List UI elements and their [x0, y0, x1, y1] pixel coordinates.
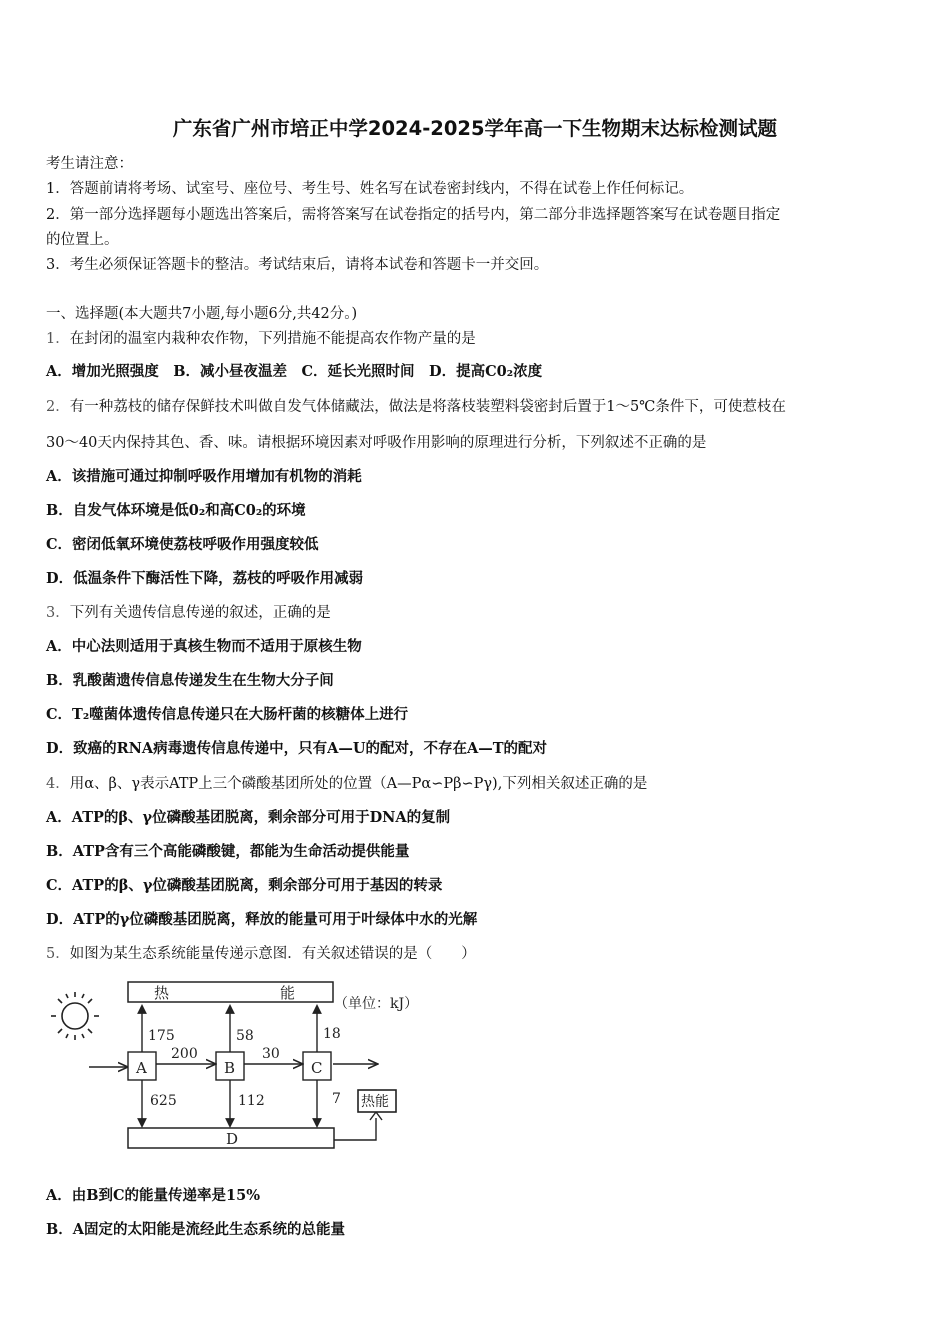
question-3	[46, 601, 331, 622]
node-b-label: B	[224, 1059, 236, 1077]
unit-label: （单位：kJ）	[334, 996, 419, 1012]
option-c: C．T₂噬菌体遗传信息传递只在大肠杆菌的核糖体上进行	[46, 706, 409, 723]
question-1-options: A．增加光照强度 B．减小昼夜温差 C．延长光照时间 D．提高C0₂浓度	[46, 363, 543, 380]
question-stem: 下列有关遗传信息传递的叙述，正确的是	[69, 605, 331, 621]
question-number: 3．	[46, 605, 70, 621]
question-1	[46, 327, 476, 348]
section-heading: 一、选择题(本大题共7小题,每小题6分,共42分。)	[46, 306, 358, 322]
node-d-label: D	[226, 1130, 239, 1148]
option-a: A．该措施可通过抑制呼吸作用增加有机物的消耗	[46, 468, 362, 485]
option-d: D．致癌的RNA病毒遗传信息传递中，只有A—U的配对，不存在A—T的配对	[46, 740, 548, 757]
option-c: C．ATP的β、γ位磷酸基团脱离，剩余部分可用于基因的转录	[46, 877, 443, 894]
page-title: 广东省广州市培正中学2024-2025学年高一下生物期末达标检测试题	[172, 117, 778, 140]
heat-bar-label-1: 热	[154, 984, 170, 1002]
question-stem: 有一种荔枝的储存保鲜技术叫做自发气体储藏法，做法是将落枝装塑料袋密封后置于1～5℃条件下，可使惹枝在	[69, 399, 786, 415]
transfer-a-b: 200	[171, 1046, 198, 1062]
a-decomposer-value: 625	[150, 1093, 177, 1109]
question-number: 4．	[46, 776, 70, 792]
option-a: A．中心法则适用于真核生物而不适用于原核生物	[46, 638, 362, 655]
question-5	[46, 942, 476, 963]
option-b: B．ATP含有三个高能磷酸键，都能为生命活动提供能量	[46, 843, 410, 860]
energy-flow-diagram	[44, 978, 424, 1153]
question-number: 5．	[46, 946, 70, 962]
notice-heading: 考生请注意：	[46, 156, 133, 172]
question-number: 1．	[46, 331, 70, 347]
notice-item-3: 3．考生必须保证答题卡的整洁。考试结束后，请将本试卷和答题卡一并交回。	[46, 257, 549, 273]
option-d: D．低温条件下酶活性下降，荔枝的呼吸作用减弱	[46, 570, 364, 587]
option-b: B．自发气体环境是低0₂和高C0₂的环境	[46, 502, 306, 519]
node-c-label: C	[311, 1059, 323, 1077]
a-heat-value: 175	[148, 1028, 175, 1044]
option-b: B．A固定的太阳能是流经此生态系统的总能量	[46, 1221, 346, 1238]
transfer-b-c: 30	[262, 1046, 280, 1062]
question-stem: 在封闭的温室内栽种农作物，下列措施不能提高农作物产量的是	[69, 331, 476, 347]
notice-item-2: 2．第一部分选择题每小题选出答案后，需将答案写在试卷指定的括号内，第二部分非选择题答案写在试卷题目指定	[46, 207, 781, 223]
heat-energy-label: 热能	[361, 1094, 389, 1110]
question-stem: 如图为某生态系统能量传递示意图．有关叙述错误的是（ ）	[69, 946, 476, 962]
option-d: D．ATP的γ位磷酸基团脱离，释放的能量可用于叶绿体中水的光解	[46, 911, 478, 928]
b-decomposer-value: 112	[238, 1093, 265, 1109]
c-heat-value: 18	[323, 1026, 341, 1042]
c-decomposer-value: 7	[332, 1091, 341, 1107]
node-a-label: A	[136, 1059, 147, 1077]
option-a: A．由B到C的能量传递率是15%	[46, 1187, 261, 1204]
question-stem: 用α、β、γ表示ATP上三个磷酸基团所处的位置（A—Pα∽Pβ∽Pγ),下列相关叙述正确的是	[69, 776, 648, 792]
sun-icon	[51, 992, 99, 1040]
question-2-stem-cont: 30～40天内保持其色、香、味。请根据环境因素对呼吸作用影响的原理进行分析，下列叙述不正确的是	[46, 435, 707, 451]
question-4	[46, 772, 647, 793]
heat-bar-label-2: 能	[280, 984, 296, 1002]
b-heat-value: 58	[236, 1028, 254, 1044]
question-number: 2．	[46, 399, 70, 415]
question-2	[46, 395, 786, 416]
notice-item-1: 1．答题前请将考场、试室号、座位号、考生号、姓名写在试卷密封线内，不得在试卷上作任何标记。	[46, 181, 694, 197]
option-b: B．乳酸菌遗传信息传递发生在生物大分子间	[46, 672, 334, 689]
option-c: C．密闭低氧环境使荔枝呼吸作用强度较低	[46, 536, 319, 553]
notice-item-2-cont: 的位置上。	[46, 232, 119, 248]
option-a: A．ATP的β、γ位磷酸基团脱离，剩余部分可用于DNA的复制	[46, 809, 451, 826]
